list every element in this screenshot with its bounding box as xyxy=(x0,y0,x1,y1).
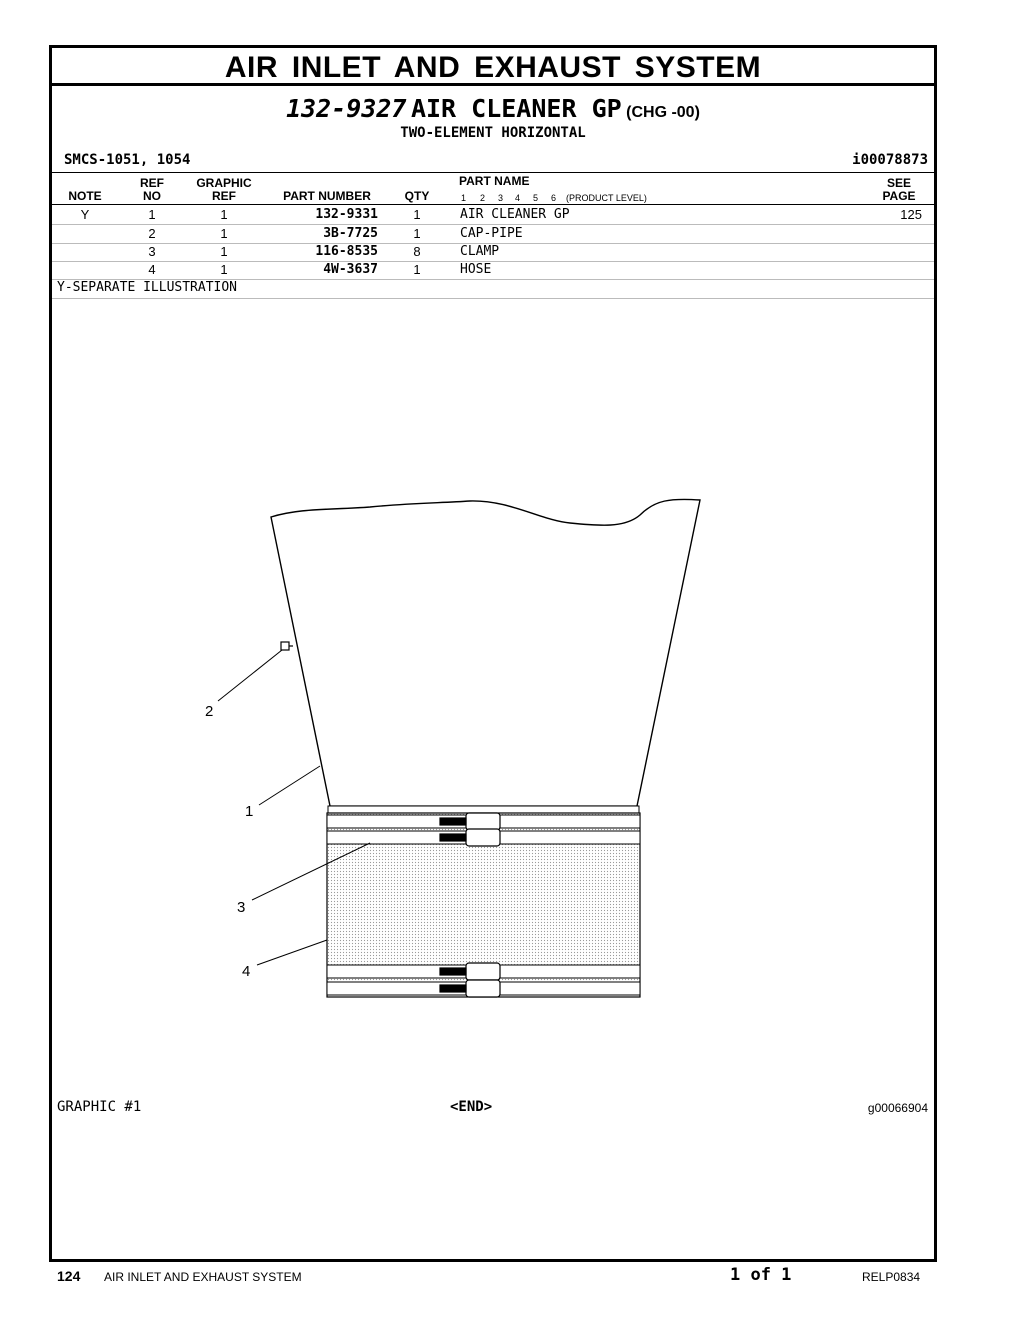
note-legend: Y-SEPARATE ILLUSTRATION xyxy=(57,280,238,295)
row-qty: 1 xyxy=(413,207,421,222)
col-see-page-2: PAGE xyxy=(882,189,916,203)
row-graphic-ref: 1 xyxy=(220,207,228,222)
col-note: NOTE xyxy=(68,189,102,203)
row-graphic-ref: 1 xyxy=(220,262,228,277)
row-part-number[interactable]: 116-8535 xyxy=(315,244,378,259)
row-qty: 1 xyxy=(413,226,421,241)
row-ref-no: 2 xyxy=(148,226,156,241)
row-part-number[interactable]: 132-9331 xyxy=(315,207,378,222)
row-qty: 8 xyxy=(413,244,421,259)
section-title: AIR INLET AND EXHAUST SYSTEM xyxy=(52,48,934,86)
row-ref-no: 4 xyxy=(148,262,156,277)
product-level-6: 6 xyxy=(551,193,557,203)
product-level-label: (PRODUCT LEVEL) xyxy=(566,193,647,203)
product-level-5: 5 xyxy=(533,193,539,203)
row-graphic-ref: 1 xyxy=(220,226,228,241)
footer-page-number: 124 xyxy=(57,1268,81,1284)
row-part-name: CAP-PIPE xyxy=(460,226,523,241)
callout-3: 3 xyxy=(237,899,246,916)
col-part-name: PART NAME xyxy=(459,174,530,188)
group-name: AIR CLEANER GP xyxy=(410,94,622,123)
col-graphic-ref-1: GRAPHIC xyxy=(196,176,252,190)
row-part-number[interactable]: 3B-7725 xyxy=(323,226,378,241)
footer-doc-id: RELP0834 xyxy=(862,1270,921,1284)
product-level-3: 3 xyxy=(498,193,504,203)
leader-line-1 xyxy=(259,766,320,805)
graphic-label: GRAPHIC #1 xyxy=(57,1099,142,1115)
row-see-page[interactable]: 125 xyxy=(900,207,922,222)
footer-section: AIR INLET AND EXHAUST SYSTEM xyxy=(104,1270,302,1284)
row-part-name: HOSE xyxy=(460,262,492,277)
product-level-4: 4 xyxy=(515,193,521,203)
col-see-page-1: SEE xyxy=(886,176,911,190)
group-part-number: 132-9327 xyxy=(286,94,407,123)
row-ref-no: 1 xyxy=(148,207,156,222)
row-part-name: AIR CLEANER GP xyxy=(460,207,570,222)
air-cleaner-body xyxy=(271,499,700,806)
product-level-1: 1 xyxy=(461,193,467,203)
col-ref-no-1: REF xyxy=(140,176,164,190)
callout-2: 2 xyxy=(205,703,214,720)
leader-line-2 xyxy=(218,650,282,701)
leader-line-4 xyxy=(257,940,327,965)
outlet-flange xyxy=(328,806,639,813)
change-level: (CHG -00) xyxy=(626,104,700,121)
row-part-name: CLAMP xyxy=(460,244,500,259)
callout-4: 4 xyxy=(242,963,251,980)
end-marker: <END> xyxy=(450,1099,493,1115)
callout-1: 1 xyxy=(245,803,254,820)
cap-pipe xyxy=(281,642,293,650)
row-qty: 1 xyxy=(413,262,421,277)
col-qty: QTY xyxy=(404,189,430,203)
smcs-codes: SMCS-1051, 1054 xyxy=(64,152,191,168)
row-ref-no: 3 xyxy=(148,244,156,259)
col-graphic-ref-2: REF xyxy=(212,189,236,203)
graphic-id: g00066904 xyxy=(867,1101,928,1115)
product-level-2: 2 xyxy=(480,193,486,203)
row-graphic-ref: 1 xyxy=(220,244,228,259)
col-part-number: PART NUMBER xyxy=(283,189,371,203)
illustration-id: i00078873 xyxy=(852,152,928,168)
footer-sheet: 1 of 1 xyxy=(730,1265,792,1285)
col-ref-no-2: NO xyxy=(143,189,161,203)
page-footer xyxy=(0,1265,1020,1289)
row-part-number[interactable]: 4W-3637 xyxy=(323,262,378,277)
group-subtitle: TWO-ELEMENT HORIZONTAL xyxy=(400,125,586,141)
row-note: Y xyxy=(80,207,90,222)
